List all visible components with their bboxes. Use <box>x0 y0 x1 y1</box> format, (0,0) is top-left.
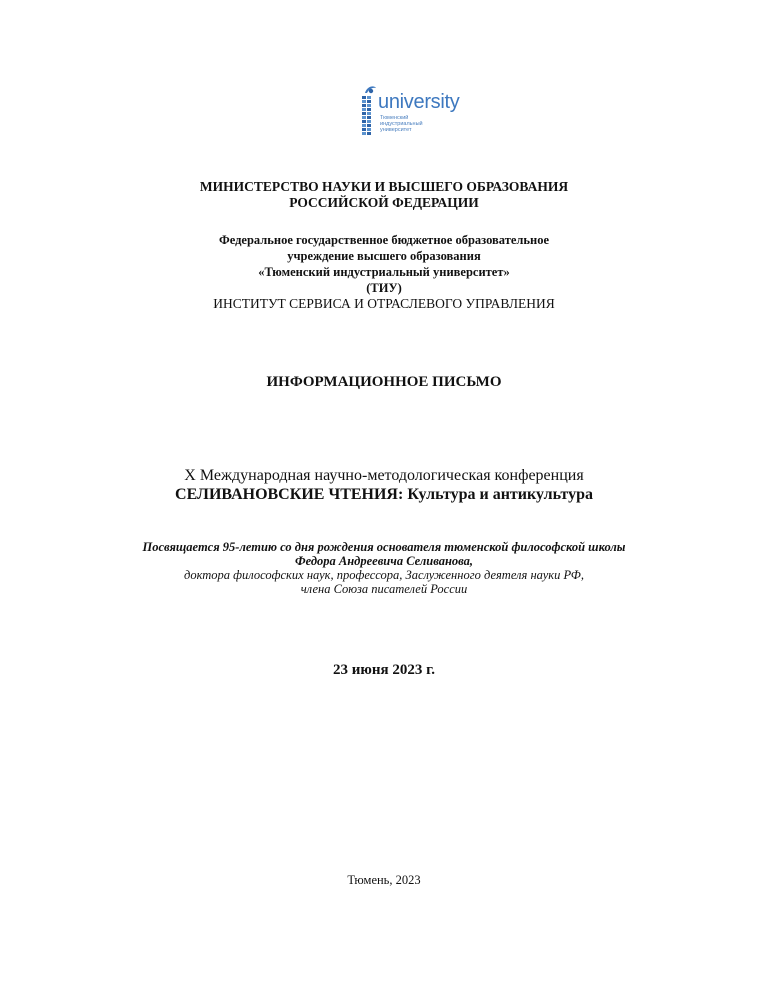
conference-title: СЕЛИВАНОВСКИЕ ЧТЕНИЯ: Культура и антикультура <box>175 486 593 503</box>
city-year: Тюмень, 2023 <box>347 873 421 887</box>
dedication-line: Посвящается 95-летию со дня рождения основателя тюменской философской школы <box>142 540 626 554</box>
institute-name: ИНСТИТУТ СЕРВИСА И ОТРАСЛЕВОГО УПРАВЛЕНИЯ <box>213 296 555 311</box>
institution-heading: Федеральное государственное бюджетное образовательное учреждение высшего образования «Тюменский индустриальный университет» (ТИУ) <box>218 233 550 295</box>
logo-wordmark: university <box>378 91 460 113</box>
ministry-heading: МИНИСТЕРСТВО НАУКИ И ВЫСШЕГО ОБРАЗОВАНИЯ РОССИЙСКОЙ ФЕДЕРАЦИИ <box>199 179 569 210</box>
letter-title: ИНФОРМАЦИОННОЕ ПИСЬМО <box>266 374 502 390</box>
university-logo-icon <box>358 84 380 140</box>
dedication-line: члена Союза писателей России <box>300 582 468 596</box>
logo-subtitle: Тюменский индустриальный университет <box>380 115 423 133</box>
dedication-block <box>0 540 768 596</box>
dedication-line: доктора философских наук, профессора, Заслуженного деятеля науки РФ, <box>184 568 584 582</box>
university-logo <box>358 84 470 142</box>
conference-date: 23 июня 2023 г. <box>333 662 435 678</box>
conference-name: X Международная научно-методологическая конференция <box>184 467 584 484</box>
dedication-name: Федора Андреевича Селиванова, <box>294 554 474 568</box>
